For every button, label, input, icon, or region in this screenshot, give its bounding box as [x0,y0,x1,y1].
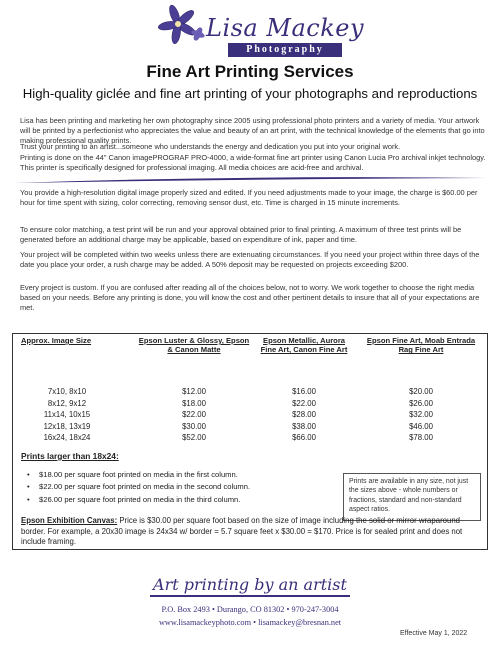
page-subtitle: High-quality giclée and fine art printing of your photographs and reproductions [22,86,478,101]
canvas-pricing [21,516,481,548]
price-cell: $26.00 [409,398,433,408]
price-cell: $16.00 [292,387,316,396]
price-cell: $12.00 [182,387,206,396]
printer-paragraph: Printing is done on the 44" Canon imagePROGRAF PRO-4000, a wide-format fine art printer using Canon Lucia Pro archival inkjet technology. This printer is specifically designed for professional imaging. All media choices are acid-free and archival. [20,153,486,172]
table-row [13,433,489,445]
price-cell: $28.00 [292,410,316,420]
size-cell: 12x18, 13x19 [43,421,91,431]
header-fine-art: Epson Fine Art, Moab Entrada Rag Fine Art [366,336,476,355]
price-cell: $22.00 [182,410,206,420]
logo-subtitle: Photography [228,43,342,57]
canvas-label: Epson Exhibition Canvas: [21,516,118,525]
effective-date: Effective May 1, 2022 [400,630,468,637]
divider-swash [14,175,486,185]
pricing-box [12,333,488,550]
size-cell: 16x24, 18x24 [43,433,91,443]
price-cell: $22.00 [292,398,316,408]
page-title: Fine Art Printing Services [146,62,354,81]
custom-paragraph: Every project is custom. If you are confused after reading all of the choices below, not to worry. We work together to choose the right media based on your needs. Before any printing is done, you will know the cost and other pertinent details to insure that all of your expectations are met. [20,283,480,312]
price-cell: $20.00 [409,387,433,396]
table-row [13,410,489,422]
trust-paragraph: Trust your printing to an artist...someone who understands the energy and dedication you put into your original work. [20,142,401,151]
list-item: • $22.00 per square foot printed on media in the second column. [39,482,250,491]
price-cell: $38.00 [292,421,316,431]
test-print-paragraph: To ensure color matching, a test print will be run and your approval obtained prior to final printing. A maximum of three test prints will be generated before an additional charge may be applicable, based on expenditure of ink, paper and time. [20,225,462,244]
address: P.O. Box 2493 • Durango, CO 81302 • 970-247-3004 [161,605,339,614]
header-metallic: Epson Metallic, Aurora Fine Art, Canon Fine Art [260,336,348,355]
size-cell: 11x14, 10x15 [43,410,91,420]
price-cell: $30.00 [182,421,206,431]
price-cell: $78.00 [409,433,433,443]
table-row [13,422,489,434]
price-cell: $32.00 [409,410,433,420]
turnaround-paragraph: Your project will be completed within two weeks unless there are extenuating circumstances. If you need your project within three days of the date you place your order, a rush charge may be added. A 50% deposit may be requested on projects exceeding $200. [20,250,480,269]
intro-paragraph: Lisa has been printing and marketing her own photography since 2005 using professional photo printers and a variety of media. Your artwork will be printed by a perfectionist who appreciates the value and beauty of an art print, with the technical knowledge of the elements that go into making professional quality prints. [20,116,485,145]
price-cell: $52.00 [182,433,206,443]
tagline-underline [150,595,350,597]
list-item: • $18.00 per square foot printed on media in the first column. [39,470,238,479]
logo-name: Lisa Mackey [206,14,364,42]
price-table-body [13,387,489,445]
price-cell: $46.00 [409,421,433,431]
web-contact: www.lisamackeyphoto.com • lisamackey@bresnan.net [158,618,342,627]
price-cell: $66.00 [292,433,316,443]
size-cell: 8x12, 9x12 [47,398,87,408]
header-luster: Epson Luster & Glossy, Epson & Canon Matte [138,336,250,355]
table-row [13,399,489,411]
tagline: Art printing by an artist [153,575,347,594]
canvas-text: Price is $30.00 per square foot based on the size of image including the solid or mirror wraparound border. For example, a 20x30 image is 24x34 w/ border = 5.7 square feet x $30.00 = $170. Price is for sealed print and does not include framing. [21,516,463,547]
price-cell: $18.00 [182,398,206,408]
custom-size-note: Prints are available in any size, not just the sizes above - whole numbers or fractions, standard and non-standard aspect ratios. [343,473,481,521]
size-cell: 7x10, 8x10 [47,387,87,396]
header-size: Approx. Image Size [21,336,92,345]
list-item: • $26.00 per square foot printed on media in the third column. [39,495,240,504]
image-paragraph: You provide a high-resolution digital image properly sized and edited. If you need adjustments made to your image, the charge is $60.00 per hour for time spent with sizing, color correcting, removing sensor dust, etc. Time is charged in 15 minute increments. [20,188,478,207]
table-row [13,387,489,399]
logo [150,4,364,60]
larger-prints-heading: Prints larger than 18x24: [21,451,119,461]
